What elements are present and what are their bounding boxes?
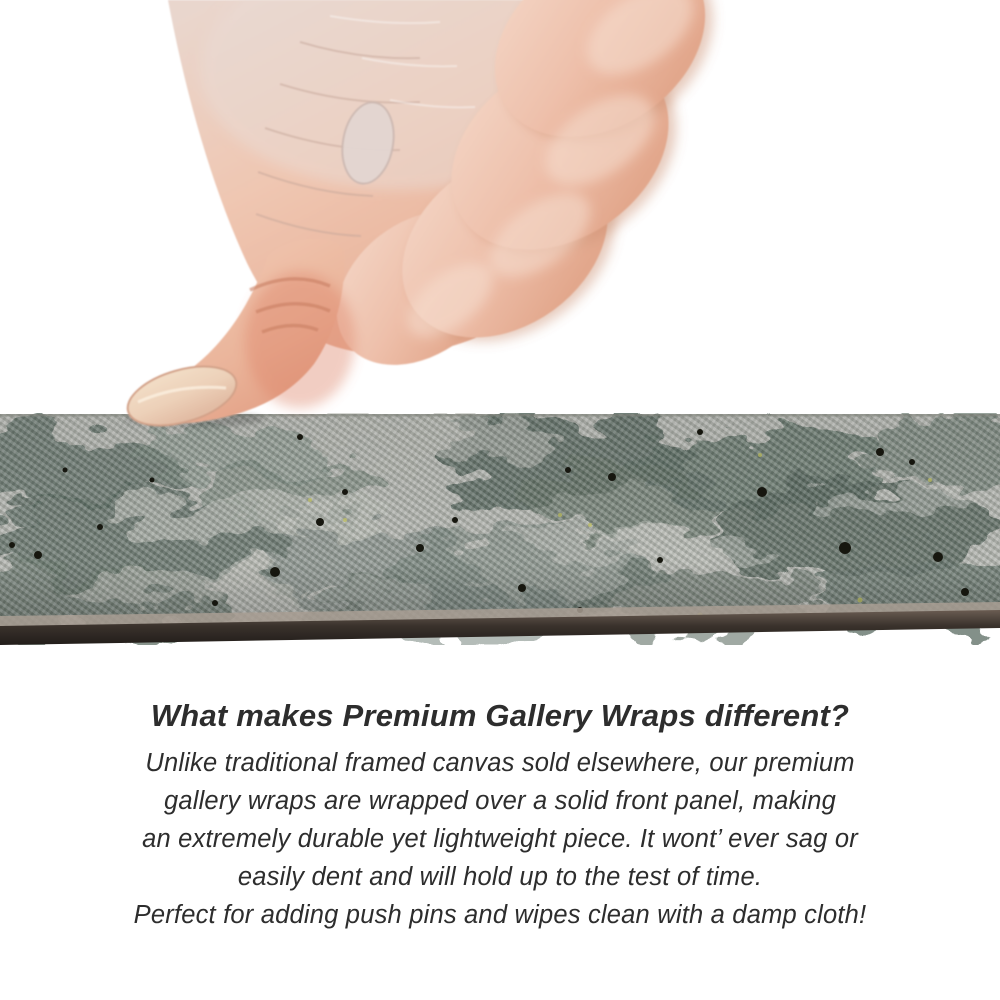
caption-line: gallery wraps are wrapped over a solid front panel, making [163, 787, 837, 815]
canvas-strip-photo [0, 414, 1000, 645]
caption-heading: What makes Premium Gallery Wraps different? [150, 698, 850, 733]
caption-line: an extremely durable yet lightweight piece. It wont’ ever sag or [142, 825, 858, 853]
thumb [121, 239, 355, 437]
caption-line: Perfect for adding push pins and wipes clean with a damp cloth! [133, 901, 867, 929]
caption-line: easily dent and will hold up to the test of time. [237, 863, 763, 891]
thumb-pressure-redness [245, 272, 355, 408]
hand-photo [121, 0, 749, 436]
caption-line: Unlike traditional framed canvas sold elsewhere, our premium [145, 749, 855, 777]
caption-section [0, 698, 1000, 934]
